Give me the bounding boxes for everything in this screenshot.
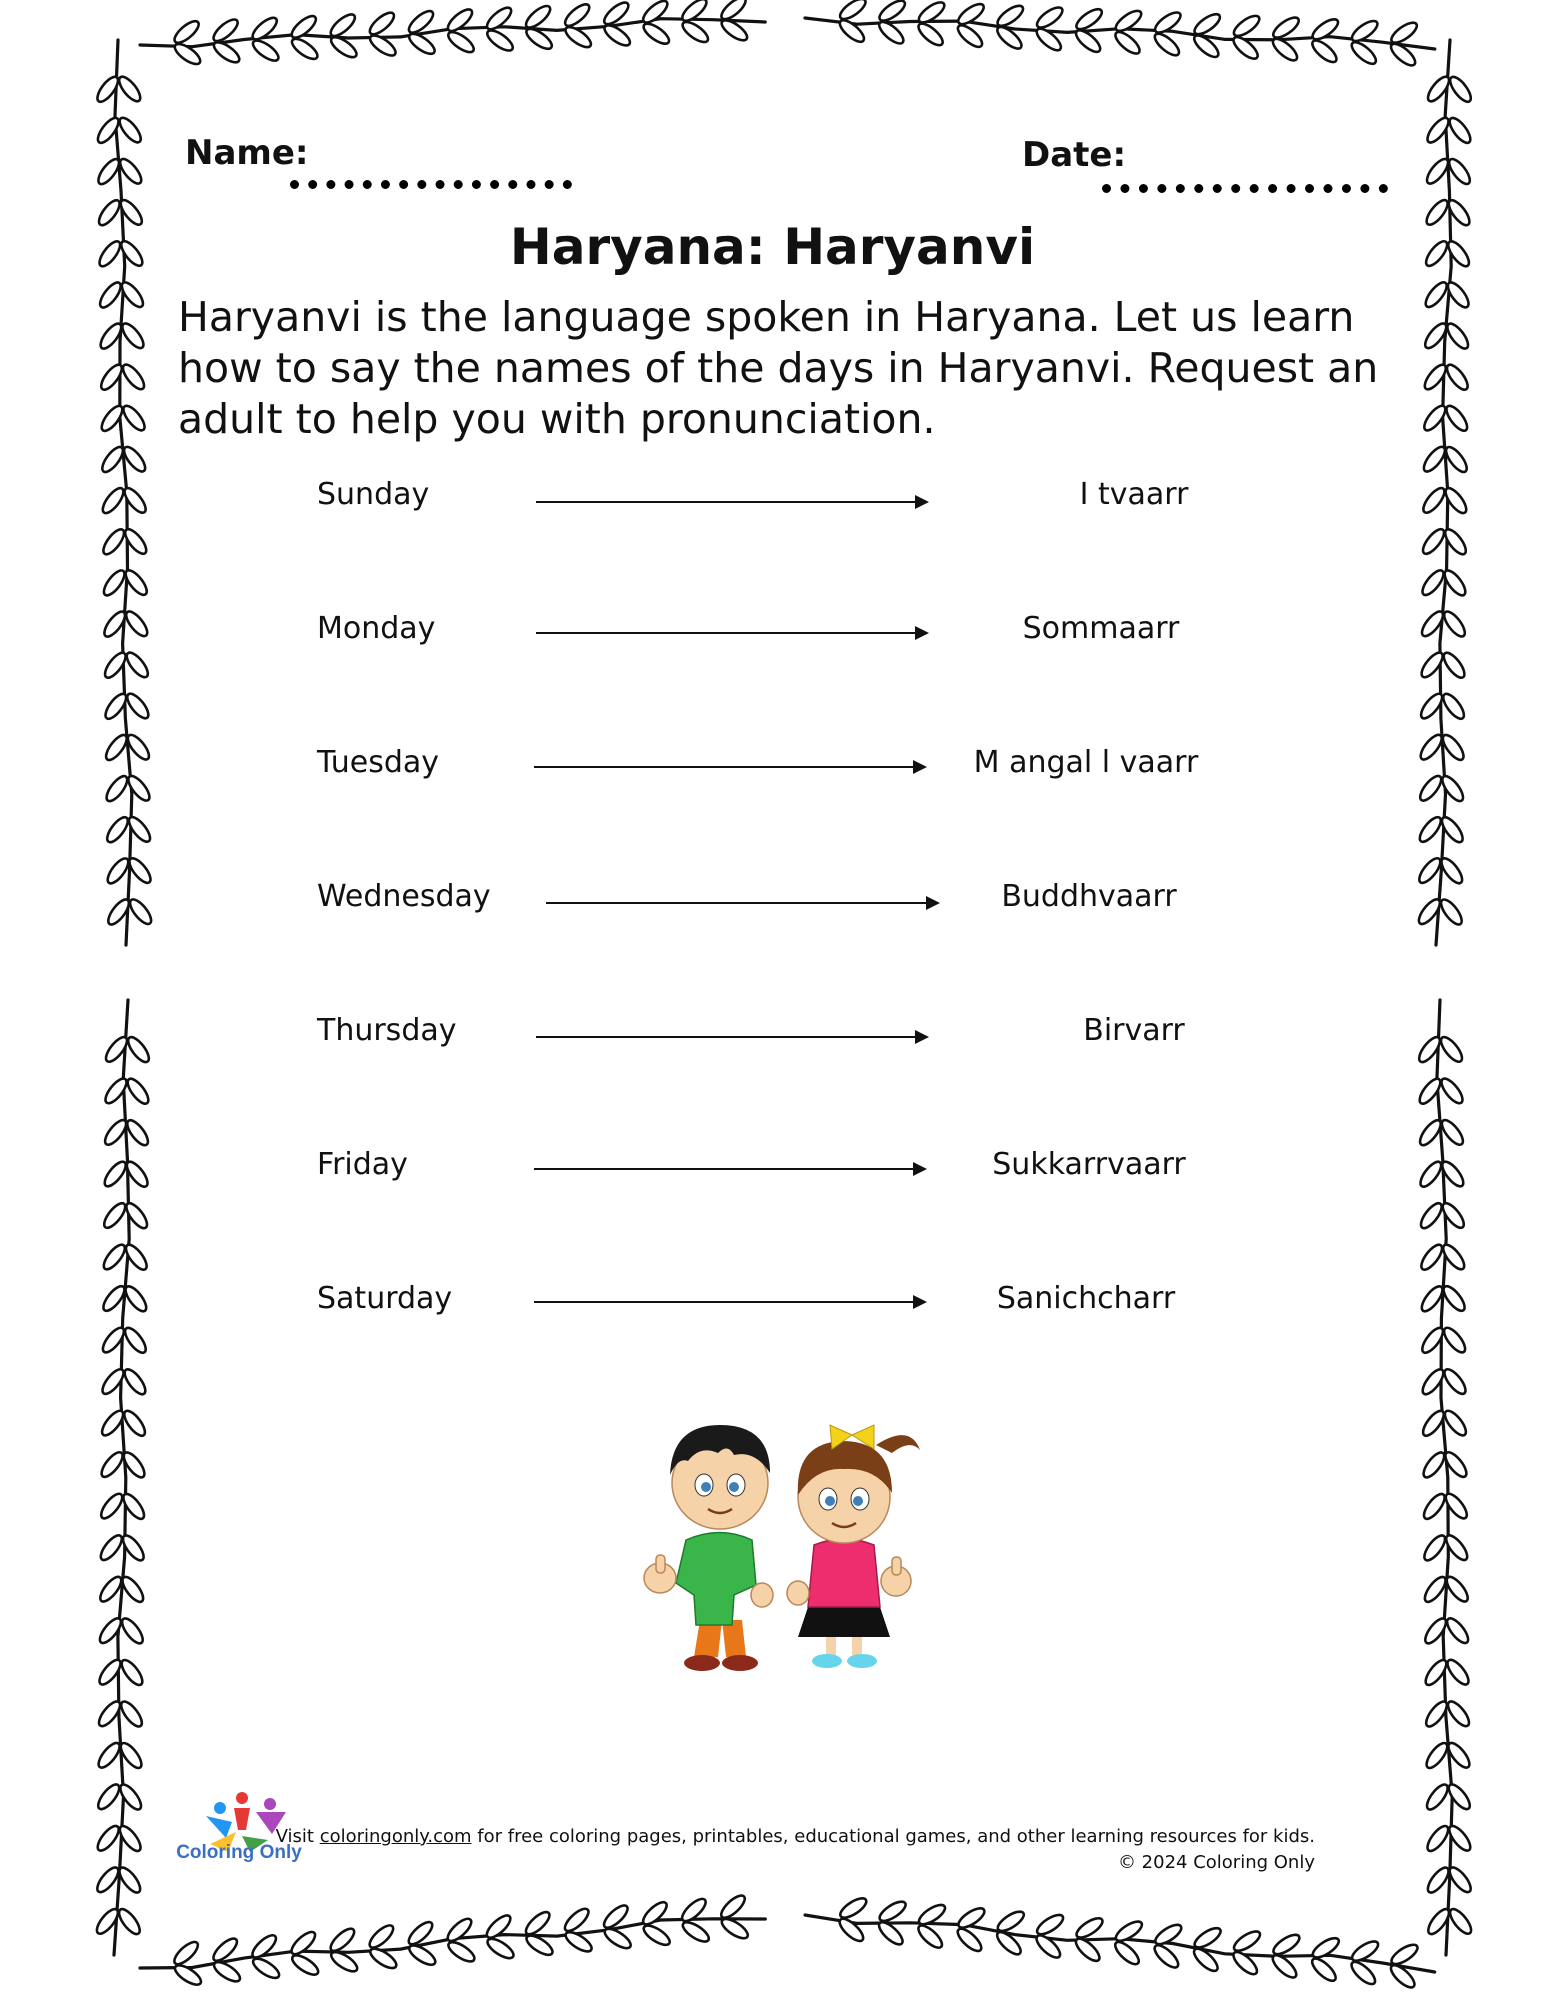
- vine-leaf: [1445, 1781, 1473, 1812]
- vine-leaf: [250, 1955, 282, 1981]
- vine-leaf: [121, 1408, 149, 1439]
- vine-leaf: [1439, 1200, 1467, 1231]
- vine-leaf: [1074, 1915, 1106, 1941]
- name-line[interactable]: [290, 180, 572, 189]
- vine-leaf: [1418, 649, 1446, 680]
- vine-leaf: [116, 115, 144, 146]
- vine-leaf: [171, 18, 202, 47]
- vine-leaf: [1034, 4, 1065, 31]
- vine-leaf: [680, 18, 711, 45]
- vine-leaf: [954, 1925, 984, 1954]
- vine-leaf: [98, 1491, 126, 1522]
- vine-leaf: [121, 485, 149, 516]
- vine-leaf: [1441, 1325, 1469, 1356]
- haryanvi-day: Sommaarr: [1022, 611, 1180, 646]
- kids-illustration: [630, 1395, 930, 1680]
- vine-leaf: [120, 403, 148, 434]
- vine-leaf: [1438, 896, 1466, 927]
- arrow: [534, 1168, 924, 1170]
- vine-leaf: [1440, 1283, 1468, 1314]
- vine-leaf: [1389, 1941, 1421, 1967]
- vine-leaf: [1443, 403, 1471, 434]
- vine-leaf: [1444, 321, 1472, 352]
- vine-leaf: [523, 2, 554, 31]
- vine-leaf: [1444, 1615, 1472, 1646]
- footer-visit-prefix: Visit: [275, 1826, 314, 1847]
- haryanvi-day: M angal l vaarr: [973, 745, 1199, 780]
- date-label: Date:: [1022, 135, 1127, 175]
- vine-leaf: [877, 1898, 909, 1924]
- vine-leaf: [119, 361, 147, 392]
- vine-leaf: [1309, 1955, 1339, 1984]
- vine-leaf: [119, 320, 147, 351]
- haryanvi-day: Birvarr: [1083, 1013, 1185, 1048]
- vine-leaf: [289, 1952, 321, 1978]
- haryanvi-day: Sukkarrvaarr: [992, 1147, 1186, 1182]
- vine-leaf: [1419, 1366, 1447, 1397]
- vine-leaf: [1441, 608, 1469, 639]
- vine-leaf: [523, 1909, 553, 1938]
- vine-leaf: [100, 1242, 128, 1273]
- vine-leaf: [1419, 526, 1447, 557]
- vine-leaf: [1230, 34, 1261, 63]
- vine-leaf: [98, 1449, 126, 1480]
- footer-copyright: © 2024 Coloring Only: [1117, 1852, 1315, 1873]
- vine-leaf: [1416, 814, 1444, 845]
- vine-leaf: [123, 608, 151, 639]
- vine-leaf: [116, 1906, 144, 1937]
- intro-text: Haryanvi is the language spoken in Haryana. Let us learn how to say the names of the days in Haryanvi. Request an adult to help you with pronunciation.: [178, 293, 1379, 443]
- vine-leaf: [1112, 28, 1143, 57]
- vine-leaf: [1034, 1911, 1066, 1937]
- vine-leaf: [123, 1200, 151, 1231]
- vine-leaf: [1417, 732, 1445, 763]
- vine-leaf: [837, 0, 868, 23]
- vine-leaf: [1348, 39, 1379, 68]
- vine-leaf: [1440, 650, 1468, 681]
- vine-leaf: [1447, 1906, 1475, 1937]
- vine-leaf: [1443, 362, 1471, 393]
- date-line[interactable]: [1102, 184, 1388, 193]
- vine-leaf: [119, 1615, 147, 1646]
- vine-leaf: [101, 1200, 129, 1231]
- name-label: Name:: [185, 133, 309, 173]
- arrow: [534, 766, 924, 768]
- vine-leaf: [116, 74, 144, 105]
- vine-leaf: [1421, 1532, 1449, 1563]
- girl-figure: [787, 1425, 920, 1668]
- vine-leaf: [445, 6, 476, 35]
- vine-leaf: [288, 1929, 318, 1958]
- haryanvi-day: Buddhvaarr: [1001, 879, 1177, 914]
- vine-leaf: [1420, 485, 1448, 516]
- vine-leaf: [117, 1781, 145, 1812]
- logo-text: Coloring Only: [176, 1842, 302, 1863]
- vine-leaf: [1271, 1931, 1303, 1957]
- haryanvi-day: Sanichcharr: [996, 1281, 1176, 1316]
- vine-leaf: [1033, 1932, 1063, 1961]
- footer-link[interactable]: coloringonly.com: [319, 1826, 472, 1847]
- vine-leaf: [562, 1905, 592, 1934]
- footer-visit-line: [276, 1826, 1315, 1847]
- worksheet-title: Haryana: Haryanvi: [509, 218, 1036, 276]
- vine-leaf: [915, 20, 946, 49]
- vine-leaf: [99, 1366, 127, 1397]
- vine-leaf: [366, 1922, 396, 1951]
- vine-leaf: [1441, 1366, 1469, 1397]
- vine-leaf: [1444, 1657, 1472, 1688]
- vine-leaf: [1424, 1823, 1452, 1854]
- vine-leaf: [1152, 30, 1183, 59]
- vine-leaf: [1388, 19, 1419, 46]
- arrow: [546, 902, 937, 904]
- vine-leaf: [1192, 11, 1223, 38]
- vine-leaf: [124, 1076, 152, 1107]
- vine-leaf: [1418, 1242, 1446, 1273]
- vine-leaf: [915, 1922, 945, 1951]
- vine-leaf: [837, 1895, 869, 1921]
- vine-leaf: [289, 35, 320, 62]
- vine-leaf: [100, 567, 128, 598]
- vine-leaf: [97, 279, 125, 310]
- vine-leaf: [995, 1908, 1027, 1934]
- vine-leaf: [99, 485, 127, 516]
- arrow: [536, 1036, 926, 1038]
- vine-leaf: [485, 1935, 517, 1961]
- vine-leaf: [1417, 1159, 1445, 1190]
- english-day: Tuesday: [317, 745, 440, 780]
- vine-leaf: [122, 1283, 150, 1314]
- vine-leaf: [641, 20, 672, 47]
- vine-leaf: [1192, 1925, 1224, 1951]
- vine-stem: [114, 1000, 129, 1955]
- vine-leaf: [100, 526, 128, 557]
- vine-leaf: [103, 732, 131, 763]
- vine-leaf: [1444, 1698, 1472, 1729]
- vine-leaf: [955, 22, 986, 51]
- vine-leaf: [104, 814, 132, 845]
- vine-leaf: [103, 773, 131, 804]
- vine-leaf: [484, 1912, 514, 1941]
- arrow: [534, 1301, 924, 1303]
- vine-leaf: [327, 1925, 357, 1954]
- vine-leaf: [446, 1939, 478, 1965]
- vine-leaf: [1417, 1200, 1445, 1231]
- vine-leaf: [1423, 1740, 1451, 1771]
- vine-leaf: [171, 1939, 201, 1968]
- vine-leaf: [641, 1922, 673, 1948]
- vine-leaf: [122, 1325, 150, 1356]
- vine-leaf: [123, 649, 151, 680]
- english-day: Monday: [317, 611, 436, 646]
- vine-leaf: [1309, 37, 1340, 66]
- english-day: Friday: [317, 1147, 408, 1182]
- english-day: Saturday: [317, 1281, 453, 1316]
- vine-leaf: [125, 773, 153, 804]
- english-day: Thursday: [317, 1013, 457, 1048]
- vine-leaf: [1230, 1949, 1260, 1978]
- vine-leaf: [97, 1532, 125, 1563]
- vine-leaf: [1420, 1449, 1448, 1480]
- vine-leaf: [1423, 1781, 1451, 1812]
- vine-leaf: [1420, 1491, 1448, 1522]
- vine-leaf: [562, 1, 593, 30]
- vine-leaf: [640, 1899, 670, 1928]
- vine-leaf: [680, 1919, 712, 1945]
- vine-leaf: [250, 37, 281, 64]
- vine-leaf: [124, 691, 152, 722]
- vine-leaf: [444, 1915, 474, 1944]
- vine-leaf: [1231, 1928, 1263, 1954]
- vine-leaf: [95, 1740, 123, 1771]
- arrow: [536, 632, 926, 634]
- vine-leaf: [1422, 1615, 1450, 1646]
- vine-leaf: [1033, 25, 1064, 54]
- haryanvi-day: I tvaarr: [1079, 477, 1189, 512]
- vine-leaf: [1437, 1034, 1465, 1065]
- vine-leaf: [118, 1657, 146, 1688]
- vine-leaf: [121, 1366, 149, 1397]
- vine-leaf: [445, 29, 476, 56]
- vine-leaf: [837, 17, 868, 46]
- vine-leaf: [327, 11, 358, 40]
- boy-figure: [644, 1425, 773, 1671]
- english-day: Sunday: [317, 477, 430, 512]
- vine-leaf: [1112, 1939, 1142, 1968]
- vine-leaf: [640, 0, 671, 26]
- vine-leaf: [1446, 115, 1474, 146]
- vine-leaf: [1439, 773, 1467, 804]
- vine-leaf: [1417, 773, 1445, 804]
- vine-leaf: [95, 1781, 123, 1812]
- vine-leaf: [1231, 12, 1262, 39]
- vine-leaf: [127, 896, 155, 927]
- arrow: [536, 501, 926, 503]
- vine-leaf: [1151, 1942, 1181, 1971]
- vine-leaf: [118, 1698, 146, 1729]
- vine-leaf: [1440, 691, 1468, 722]
- english-day: Wednesday: [317, 879, 491, 914]
- vine-stem: [1437, 1000, 1452, 1955]
- vine-leaf: [1447, 74, 1475, 105]
- vine-leaf: [836, 1915, 866, 1944]
- vine-leaf: [96, 1615, 124, 1646]
- vine-leaf: [101, 1159, 129, 1190]
- vine-leaf: [484, 27, 515, 54]
- vine-leaf: [367, 9, 398, 38]
- vine-leaf: [995, 2, 1026, 29]
- vine-leaf: [1422, 279, 1450, 310]
- footer-visit-suffix: for free coloring pages, printables, educational games, and other learning resources for kids.: [477, 1826, 1315, 1847]
- vine-leaf: [1438, 1075, 1466, 1106]
- vine-leaf: [125, 1034, 153, 1065]
- vine-leaf: [718, 1892, 748, 1921]
